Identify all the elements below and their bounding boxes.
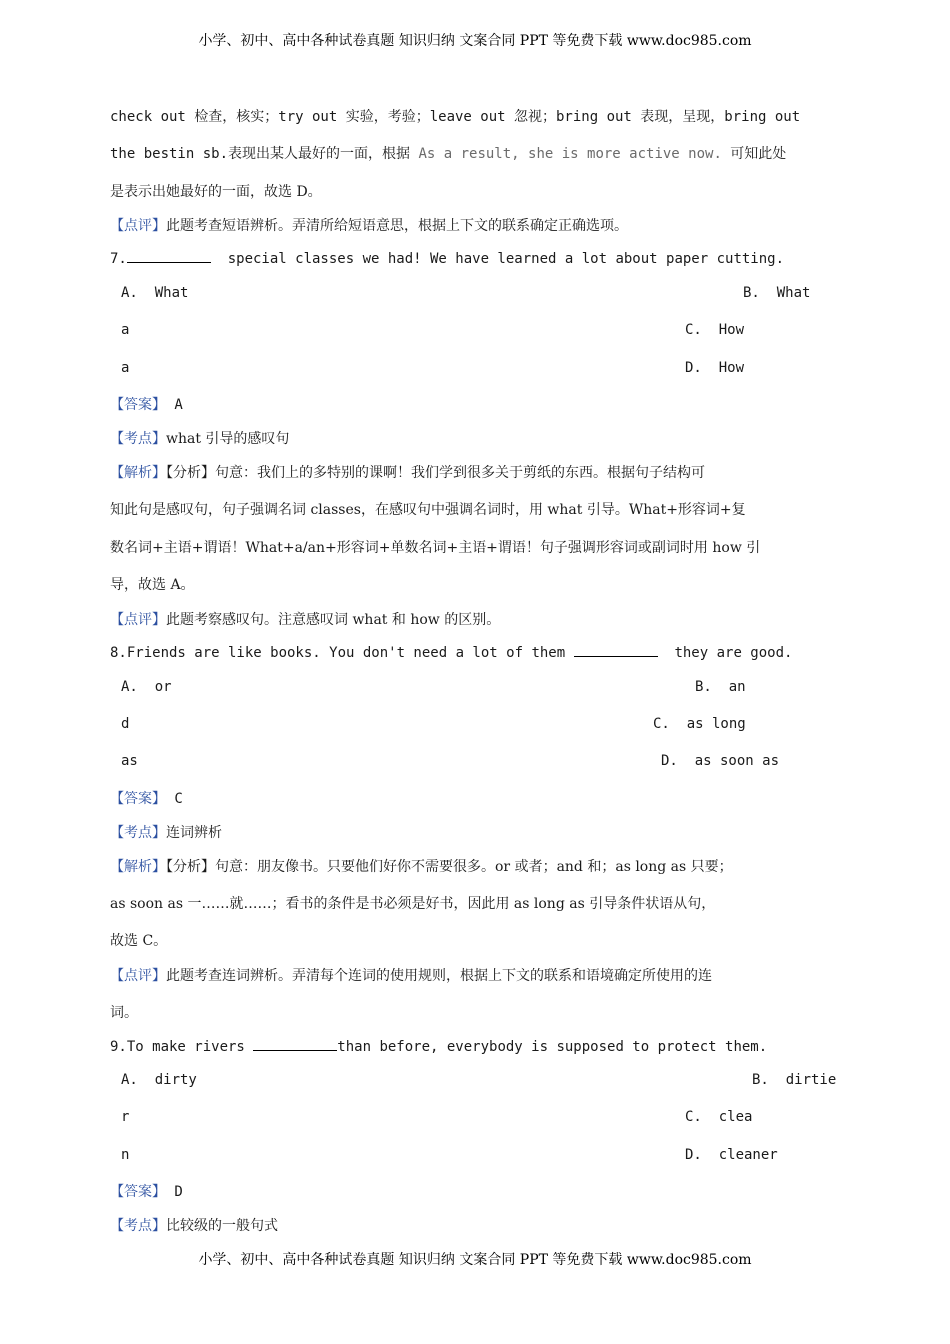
q8-analysis-line3: 故选 C。 (110, 933, 168, 949)
q8-analysis-line2: as soon as 一……就……；看书的条件是书必须是好书，因此用 as long as 引导条件状语从句， (110, 896, 716, 912)
q8-analysis-tag: 【解析】 (110, 859, 166, 875)
q8-review-line2: 词。 (110, 1005, 138, 1021)
q9-answer-value: D (166, 1184, 183, 1200)
q7-option-a: A. What (121, 285, 189, 301)
q8-stem (110, 644, 792, 661)
q7-point (110, 428, 289, 448)
q9-answer (110, 1181, 183, 1201)
q8-option-c: C. as long (653, 716, 746, 732)
q8-answer (110, 788, 183, 808)
q7-answer (110, 394, 183, 414)
q9-blank (253, 1038, 337, 1051)
q6-line2-tail: 可知此处 (721, 146, 787, 162)
q6-review-tag: 【点评】 (110, 218, 166, 234)
q7-option-b: B. What (743, 285, 811, 301)
page-footer: 小学、初中、高中各种试卷真题 知识归纳 文案合同 PPT 等免费下载 www.doc985.com (198, 1252, 752, 1268)
q9-stem-text-a: To make rivers (126, 1039, 254, 1055)
q9-option-a: A. dirty (121, 1072, 197, 1088)
q7-option-c: C. How (685, 322, 745, 338)
q7-analysis1-text: 【分析】句意：我们上的多特别的课啊！我们学到很多关于剪纸的东西。根据句子结构可 (166, 465, 705, 481)
q7-number: 7. (110, 251, 127, 267)
q7-answer-tag: 【答案】 (110, 397, 166, 413)
q7-review (110, 609, 500, 629)
q7-stem-text: special classes we had! We have learned a lot about paper cutting. (210, 251, 785, 267)
q9-option-b-tail: r (121, 1109, 130, 1125)
q8-number: 8. (110, 645, 127, 661)
q7-blank (127, 250, 211, 263)
q6-explanation-line3: 是表示出她最好的一面，故选 D。 (110, 184, 322, 200)
q7-review-tag: 【点评】 (110, 612, 166, 628)
q8-review-line1 (110, 965, 712, 985)
q7-review-text: 此题考察感叹句。注意感叹词 what 和 how 的区别。 (166, 612, 501, 628)
q9-point-text: 比较级的一般句式 (166, 1218, 278, 1234)
q8-point (110, 822, 222, 842)
q6-line1-text: check out 检查，核实；try out 实验，考验；leave out 忽视；bring out 表现，呈现，bring out (110, 109, 801, 125)
q7-analysis-line4: 导，故选 A。 (110, 577, 195, 593)
q8-stem-text-a: Friends are like books. You don't need a lot of them (126, 645, 574, 661)
q7-analysis-line1 (110, 462, 705, 482)
q8-review-tag: 【点评】 (110, 968, 166, 984)
q6-review (110, 215, 628, 235)
q9-point-tag: 【考点】 (110, 1218, 166, 1234)
q9-point (110, 1215, 278, 1235)
q8-answer-tag: 【答案】 (110, 791, 166, 807)
q6-quote: As a result, she is more active now. (418, 146, 722, 162)
q9-stem (110, 1038, 767, 1055)
q8-option-a: A. or (121, 679, 172, 695)
q8-point-text: 连词辨析 (166, 825, 222, 841)
page-header: 小学、初中、高中各种试卷真题 知识归纳 文案合同 PPT 等免费下载 www.doc985.com (198, 33, 752, 49)
q9-answer-tag: 【答案】 (110, 1184, 166, 1200)
q8-option-b-tail: d (121, 716, 130, 732)
q6-line2-text: the bestin sb.表现出某人最好的一面，根据 (110, 146, 419, 162)
q8-option-b: B. an (695, 679, 746, 695)
q6-explanation-line2 (110, 143, 786, 163)
q8-point-tag: 【考点】 (110, 825, 166, 841)
q7-analysis-line3: 数名词+主语+谓语！What+a/an+形容词+单数名词+主语+谓语！句子强调形容词或副词时用 how 引 (110, 540, 761, 556)
q7-option-d: D. How (685, 360, 745, 376)
q6-review-text: 此题考查短语辨析。弄清所给短语意思，根据上下文的联系确定正确选项。 (166, 218, 628, 234)
q9-option-b: B. dirtie (752, 1072, 837, 1088)
q8-option-d: D. as soon as (661, 753, 780, 769)
q7-point-text: what 引导的感叹句 (166, 431, 290, 447)
q8-blank (574, 644, 658, 657)
q7-stem (110, 250, 784, 267)
q8-analysis1-text: 【分析】句意：朋友像书。只要他们好你不需要很多。or 或者；and 和；as long as 只要； (166, 859, 733, 875)
q8-answer-value: C (166, 791, 183, 807)
q7-analysis-line2: 知此句是感叹句，句子强调名词 classes，在感叹句中强调名词时，用 what 引导。What+形容词+复 (110, 502, 746, 518)
q9-number: 9. (110, 1039, 127, 1055)
q9-option-d: D. cleaner (685, 1147, 778, 1163)
q7-option-b-tail: a (121, 322, 130, 338)
q9-stem-text-b: than before, everybody is supposed to protect them. (337, 1039, 768, 1055)
q6-explanation-line1 (110, 106, 800, 126)
q8-option-c-tail: as (121, 753, 138, 769)
q8-stem-text-b: they are good. (657, 645, 793, 661)
q8-analysis-line1 (110, 856, 733, 876)
q7-analysis-tag: 【解析】 (110, 465, 166, 481)
q8-review-text: 此题考查连词辨析。弄清每个连词的使用规则，根据上下文的联系和语境确定所使用的连 (166, 968, 712, 984)
q9-option-c-tail: n (121, 1147, 130, 1163)
q7-point-tag: 【考点】 (110, 431, 166, 447)
q7-answer-value: A (166, 397, 183, 413)
q9-option-c: C. clea (685, 1109, 753, 1125)
q7-option-c-tail: a (121, 360, 130, 376)
